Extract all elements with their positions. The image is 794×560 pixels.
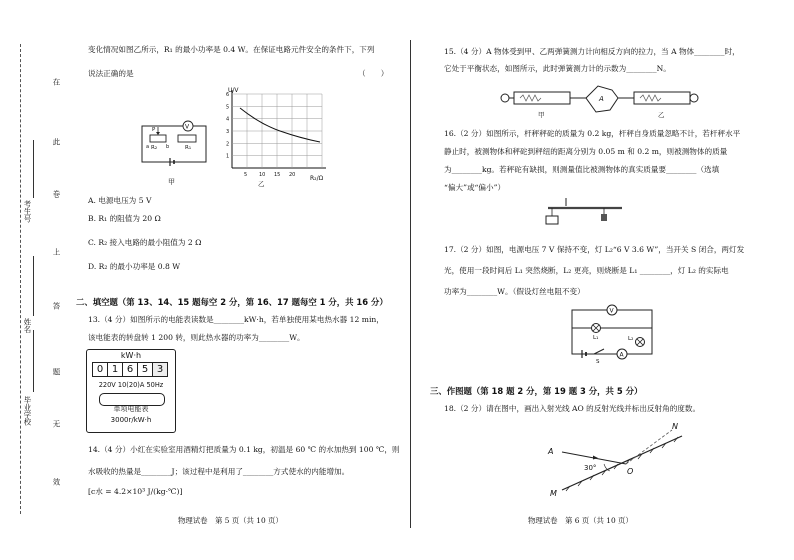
spring-yi-label: 乙 — [658, 111, 665, 119]
object-a-label: A — [599, 95, 604, 103]
option-d[interactable]: D. R₂ 的最小功率是 0.8 W — [88, 262, 181, 271]
spring-scale-jia — [514, 92, 570, 104]
cut-mark-3: 卷 — [52, 190, 61, 198]
meter-digit-2: 1 — [108, 362, 123, 377]
meter-name: 单项电能表 — [113, 405, 149, 413]
name-label: 姓名 — [23, 318, 32, 333]
cut-mark-1: 在 — [52, 78, 61, 86]
meter-unit: kW·h — [120, 351, 142, 360]
binding-line — [20, 44, 21, 514]
q14-line1: 14.（4 分）小红在实验室用酒精灯把质量为 0.1 kg，初温是 60 ℃ 的水加热到 100 ℃，则 — [88, 445, 400, 454]
r1-label: R₁ — [185, 145, 192, 151]
q15-line2: 它处于平衡状态，如图所示，此时弹簧测力计的示数为________N。 — [444, 64, 671, 73]
q17-line1: 17.（2 分）如图，电源电压 7 V 保持不变，灯 L₂“6 V 3.6 W”，当开关 S 闭合，两灯发 — [444, 245, 745, 254]
graph-yi — [210, 84, 330, 186]
option-a[interactable]: A. 电源电压为 5 V — [88, 196, 152, 205]
meter-digit-1: 0 — [92, 362, 108, 377]
point-m-label: M — [550, 489, 557, 498]
spring-scale-yi — [634, 92, 690, 104]
q18-text: 18.（2 分）请在图中，画出入射光线 AO 的反射光线并标出反射角的度数。 — [444, 404, 701, 413]
meter-digit-3: 6 — [123, 362, 138, 377]
steelyard-diagram — [540, 196, 630, 230]
left-page-footer: 物理试卷 第 5 页（共 10 页） — [178, 516, 283, 525]
spring-scales-diagram — [498, 82, 698, 118]
point-n-label: N — [672, 422, 678, 431]
circuit-diagram-q17 — [566, 302, 658, 365]
section-3-heading: 三、作图题（第 18 题 2 分，第 19 题 3 分，共 5 分） — [430, 386, 643, 396]
meter-spec: 220V 10(20)A 50Hz — [98, 381, 164, 389]
q16-line2: 静止时，被测物体和秤砣到秤纽的距离分别为 0.05 m 和 0.2 m，则被测物体的质量 — [444, 147, 728, 156]
q17-voltmeter-label: V — [609, 307, 614, 315]
graph-ylabel: U/V — [228, 87, 239, 94]
page-divider — [410, 40, 411, 528]
r2-label: R₂ — [151, 145, 158, 151]
meter-rate: 3000r/kW·h — [110, 416, 152, 424]
q12-stem-line1: 变化情况如图乙所示，R₁ 的最小功率是 0.4 W。在保证电路元件安全的条件下，下列 — [88, 45, 375, 54]
normal-line — [626, 430, 672, 464]
q17-line3: 功率为________W。（假设灯丝电阻不变） — [444, 287, 585, 296]
circuit-diagram-jia — [130, 118, 220, 188]
voltmeter-label: V — [185, 123, 190, 131]
switch-label: S — [596, 359, 600, 365]
meter-digit-4: 5 — [138, 362, 153, 377]
graph-xtick-2: 10 — [259, 172, 266, 178]
q13-line1: 13.（4 分）如图所示的电能表读数是________kW·h，若单独使用某电热水器 12 min， — [88, 315, 384, 324]
q14-line3: [c水 = 4.2×10³ J/(kg·℃)] — [88, 487, 183, 496]
cut-mark-4: 上 — [52, 248, 61, 256]
q16-line3: 为________kg。若秤砣有缺损，则测量值比被测物体的真实质量要________（选填 — [444, 165, 720, 174]
cut-mark-8: 效 — [52, 478, 61, 486]
graph-ytick-3: 3 — [226, 129, 230, 135]
rheostat-r2 — [150, 135, 166, 142]
rheostat-p-label: P — [152, 127, 156, 133]
rheostat-b-label: b — [166, 144, 170, 150]
graph-ytick-4: 4 — [226, 116, 230, 123]
measured-object — [546, 216, 558, 224]
point-a-label: A — [548, 447, 554, 456]
cut-mark-5: 答 — [52, 302, 61, 310]
right-page-footer: 物理试卷 第 6 页（共 10 页） — [528, 516, 633, 525]
angle-label: 30° — [584, 464, 597, 472]
q12-stem-line2: 说法正确的是 — [88, 69, 134, 78]
q16-line4: “偏大”或“偏小”） — [444, 183, 506, 192]
graph-xtick-3: 15 — [274, 172, 281, 178]
q15-line1: 15.（4 分）A 物体受到甲、乙两弹簧测力计向相反方向的拉力，当 A 物体________时， — [444, 47, 740, 56]
cut-mark-2: 此 — [52, 138, 61, 146]
graph-ytick-5: 5 — [226, 104, 230, 111]
school-label: 毕业学校 — [23, 396, 32, 426]
lamp-l1-label: L₁ — [593, 335, 599, 341]
point-o-label: O — [627, 467, 634, 476]
lamp-l2-label: L₂ — [628, 336, 634, 342]
graph-yi-label: 乙 — [258, 180, 265, 188]
graph-xtick-4: 20 — [289, 172, 296, 178]
resistor-r1 — [178, 135, 196, 142]
section-2-heading: 二、填空题（第 13、14、15 题每空 2 分，第 16、17 题每空 1 分，共 16 分） — [76, 297, 388, 307]
option-b[interactable]: B. R₁ 的阻值为 20 Ω — [88, 214, 161, 223]
circuit-jia-label: 甲 — [168, 178, 175, 186]
steelyard-weight — [601, 214, 607, 221]
rheostat-a-label: a — [146, 144, 150, 150]
graph-ytick-6: 6 — [226, 92, 230, 98]
school-line — [33, 330, 34, 392]
graph-xtick-1: 5 — [244, 172, 248, 178]
examinee-number-label: 考生号 — [23, 200, 32, 223]
option-c[interactable]: C. R₂ 接入电路的最小阻值为 2 Ω — [88, 238, 202, 247]
name-line — [33, 256, 34, 316]
q14-line2: 水吸收的热量是________J；该过程中是利用了________方式使水的内能增加。 — [88, 467, 350, 476]
cut-mark-6: 题 — [52, 368, 61, 376]
electricity-meter — [86, 349, 176, 433]
graph-ytick-2: 2 — [226, 141, 230, 148]
cut-mark-7: 无 — [52, 420, 61, 428]
graph-xlabel: R₂/Ω — [310, 175, 324, 182]
examinee-number-line — [33, 140, 34, 198]
q16-line1: 16.（2 分）如图所示，杆秤秤砣的质量为 0.2 kg，杆秤自身质量忽略不计，若杆秤水平 — [444, 129, 741, 138]
q13-line2: 该电能表的转盘转 1 200 转，则此热水器的功率为________W。 — [88, 333, 305, 342]
meter-digits — [92, 362, 168, 376]
spring-jia-label: 甲 — [538, 111, 545, 119]
q17-ammeter-label: A — [619, 351, 624, 359]
graph-grid — [232, 90, 326, 168]
graph-ytick-1: 1 — [226, 153, 230, 160]
q17-line2: 光，使用一段时间后 L₁ 突然烧断，L₂ 更亮，则烧断是 L₁ ________，灯 L₂ 的实际电 — [444, 266, 729, 275]
reflection-diagram — [540, 420, 690, 498]
graph-curve — [240, 108, 320, 142]
meter-digit-5: 3 — [153, 362, 168, 377]
switch-s — [594, 349, 604, 354]
q12-answer-paren: （ ） — [358, 69, 389, 78]
